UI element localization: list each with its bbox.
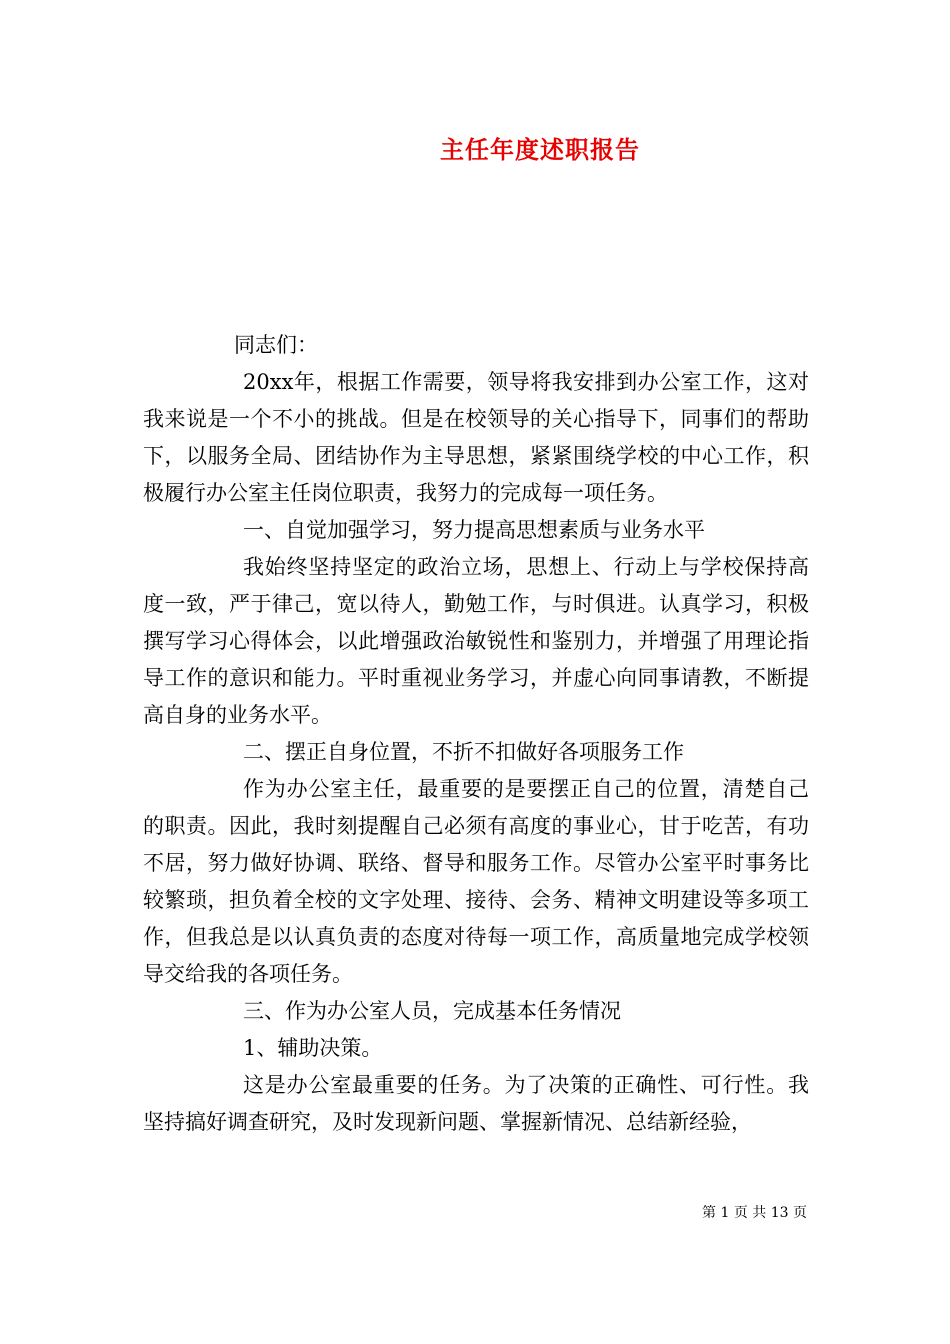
subheading-decision: 1、辅助决策。 — [243, 1036, 383, 1060]
page-number: 第 1 页 共 13 页 — [702, 1205, 807, 1221]
paragraph-service: 作为办公室主任，最重要的是要摆正自己的位置，清楚自己的职责。因此，我时刻提醒自己必须有高度的事业心，甘于吃苦，有功不居，努力做好协调、联络、督导和服务工作。尽管办公室平时事务比较繁琐，担负着全校的文字处理、接待、会务、精神文明建设等多项工作，但我总是以认真负责的态度对待每一项工作，高质量地完成学校领导交给我的各项任务。 — [143, 777, 809, 986]
document-body — [143, 327, 809, 1141]
paragraph-study: 我始终坚持坚定的政治立场，思想上、行动上与学校保持高度一致，严于律己，宽以待人，勤勉工作，与时俱进。认真学习，积极撰写学习心得体会，以此增强政治敏锐性和鉴别力，并增强了用理论指导工作的意识和能力。平时重视业务学习，并虚心向同事请教，不断提高自身的业务水平。 — [143, 555, 809, 727]
section-heading-1: 一、自觉加强学习，努力提高思想素质与业务水平 — [243, 518, 705, 542]
paragraph-intro: 20xx年，根据工作需要，领导将我安排到办公室工作，这对我来说是一个不小的挑战。但是在校领导的关心指导下，同事们的帮助下，以服务全局、团结协作为主导思想，紧紧围绕学校的中心工作，积极履行办公室主任岗位职责，我努力的完成每一项任务。 — [143, 370, 809, 505]
document-title: 主任年度述职报告 — [440, 135, 640, 164]
section-heading-2: 二、摆正自身位置，不折不扣做好各项服务工作 — [243, 740, 684, 764]
section-heading-3: 三、作为办公室人员，完成基本任务情况 — [243, 999, 621, 1023]
salutation: 同志们： — [234, 333, 318, 357]
paragraph-decision: 这是办公室最重要的任务。为了决策的正确性、可行性。我坚持搞好调查研究，及时发现新问题、掌握新情况、总结新经验， — [143, 1073, 809, 1134]
